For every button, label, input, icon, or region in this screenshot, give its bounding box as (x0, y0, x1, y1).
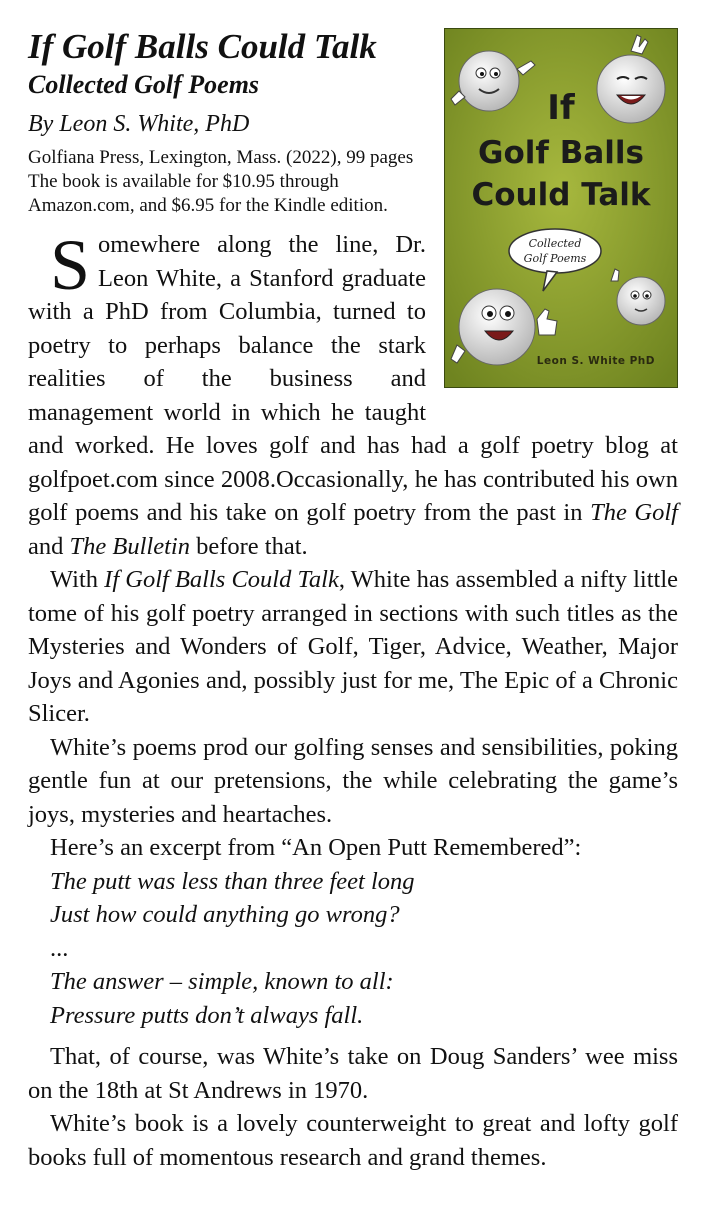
paragraph-1-end: before that. (189, 532, 308, 560)
poem-line: Just how could anything go wrong? (50, 901, 400, 928)
cover-author: Leon S. White PhD (536, 355, 655, 367)
excerpt-intro: Here’s an excerpt from “An Open Putt Remembered”: (50, 834, 582, 861)
poem-line: The answer – simple, known to all: (50, 968, 394, 995)
drop-cap: S (50, 225, 91, 305)
availability-info: The book is available for $10.95 through Amazon.com, and $6.95 for the Kindle edition. (28, 171, 388, 216)
poem-line: The putt was less than three feet long (50, 867, 415, 895)
publication-name: The Golf (590, 499, 678, 526)
review-page (28, 26, 678, 1174)
paragraph-2-text: , White has assembled a nifty little tome of his golf poetry arranged in sections with such titles as the Mysteries and Wonders of Golf, Tiger, Advice, Weather, Major Joys and Agonies and, possibly just for me, The Epic of a Chronic Slicer. (28, 566, 678, 727)
paragraph-4: That, of course, was White’s take on Doug Sanders’ wee miss on the 18th at St Andrews in 1970. (28, 1043, 678, 1104)
publication-name: The Bulletin (69, 532, 190, 560)
book-title-inline: If Golf Balls Could Talk (104, 566, 339, 593)
publisher-info: Golfiana Press, Lexington, Mass. (2022), 99 pages (28, 147, 414, 168)
paragraph-1-text: omewhere along the line, Dr. Leon White, a Stanford graduate with a PhD from Columbia, turned to poetry to perhaps balance the stark realities of the business and management world in which he taught and worked. He loves golf and has had a golf poetry blog at golfpoet.com since 2008.Occasionally, he has contributed his own golf poems and his take on golf poetry from the past in (28, 231, 678, 526)
cover-bubble-line1: Collected (528, 237, 582, 250)
poem-line: Pressure putts don’t always fall. (50, 1001, 364, 1029)
paragraph-5: White’s book is a lovely counterweight to great and lofty golf books full of momentous research and grand themes. (28, 1110, 678, 1171)
cover-title-line3: Could Talk (471, 177, 651, 213)
book-subtitle: Collected Golf Poems (28, 70, 260, 99)
paragraph-1-mid: and (28, 532, 70, 560)
cover-title-line1: If (547, 88, 575, 128)
cover-bubble-text (501, 237, 609, 267)
paragraph-2 (28, 563, 678, 731)
book-cover-image (444, 28, 678, 388)
poem-excerpt (50, 865, 678, 1033)
cover-bubble-line2: Golf Poems (523, 251, 587, 265)
byline: By Leon S. White, PhD (28, 111, 250, 137)
paragraph-3: White’s poems prod our golfing senses and sensibilities, poking gentle fun at our pretensions, the while celebrating the game’s joys, mysteries and heartaches. (28, 733, 678, 828)
poem-ellipsis: ... (50, 934, 69, 962)
cover-title-line2: Golf Balls (478, 135, 644, 171)
book-title: If Golf Balls Could Talk (28, 27, 377, 66)
paragraph-2-start: With (50, 566, 105, 593)
